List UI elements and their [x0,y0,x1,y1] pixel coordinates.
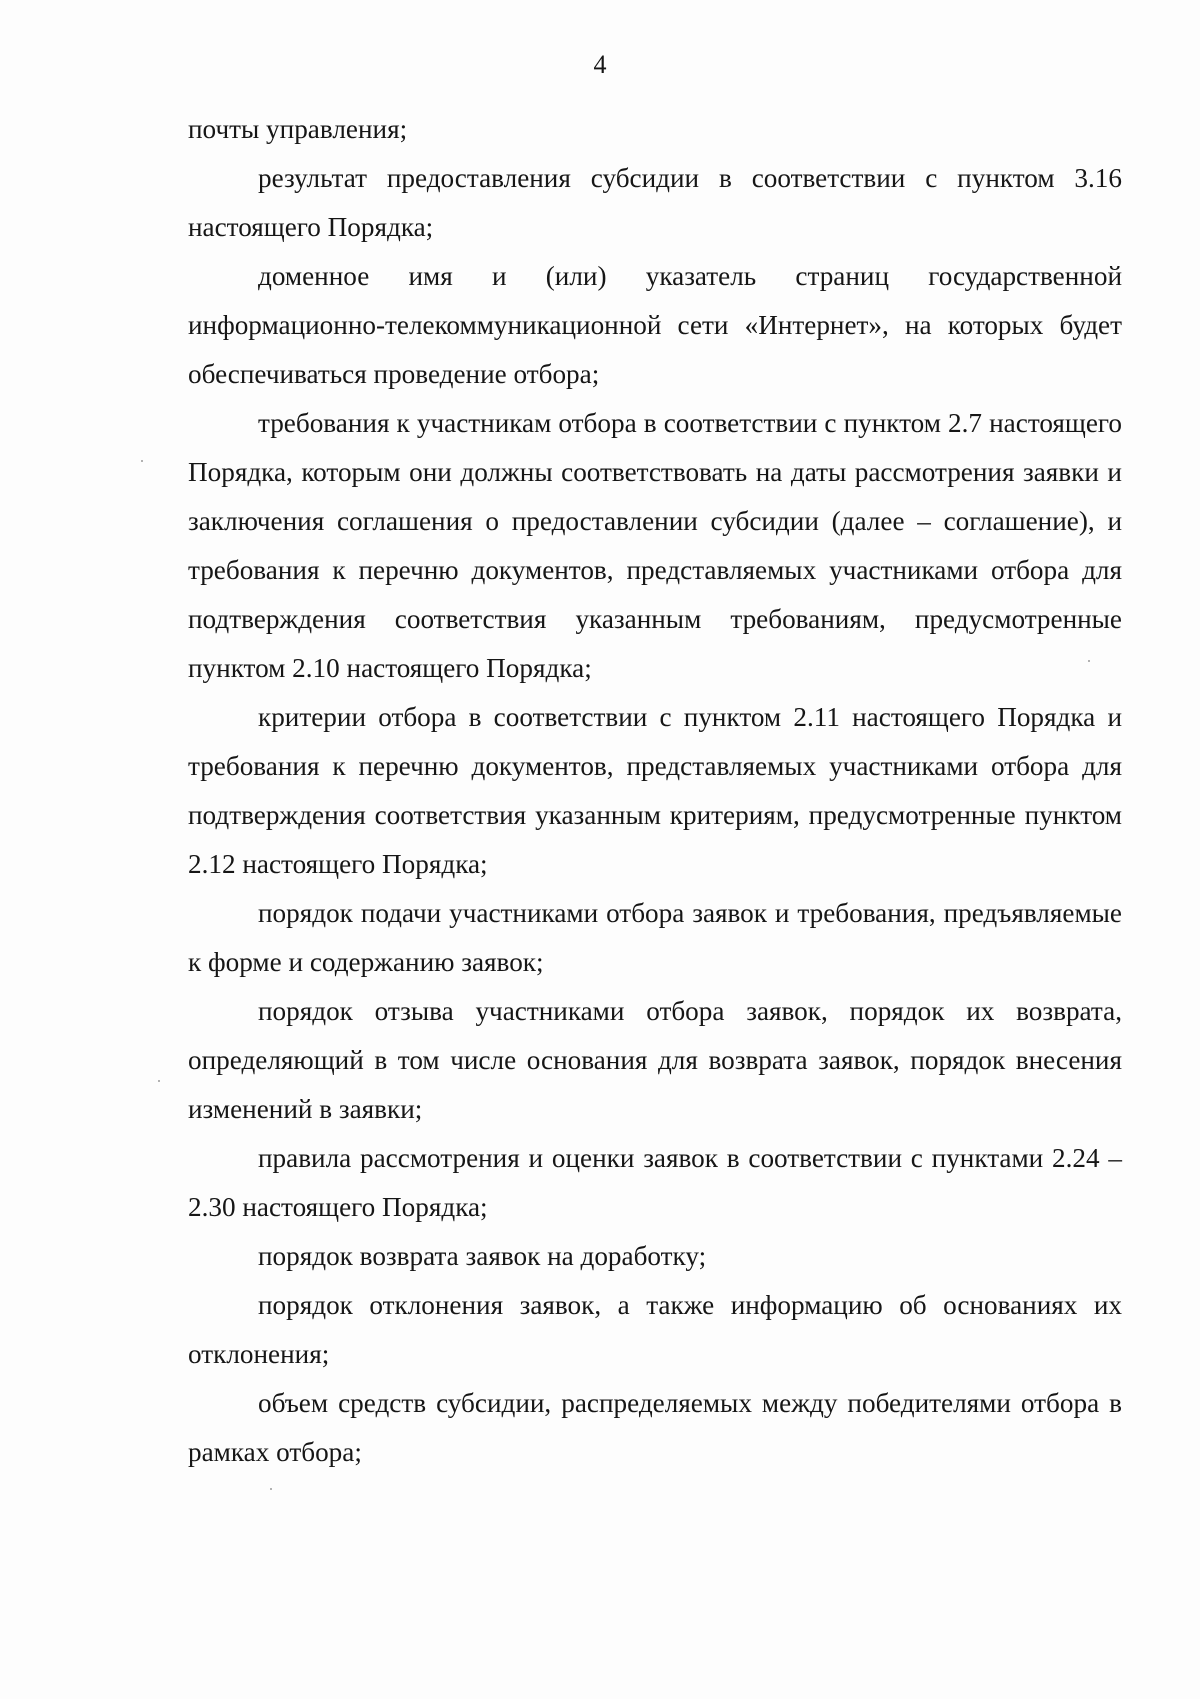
paragraph: объем средств субсидии, распределяемых между победителями отбора в рамках отбора; [188,1388,1122,1467]
paragraph: доменное имя и (или) указатель страниц государственной информационно-телекоммуникационной сети «Интернет», на которых будет обеспечиваться проведение отбора; [188,261,1122,389]
scan-speck [141,460,143,462]
paragraph: порядок возврата заявок на доработку; [258,1241,707,1271]
paragraph: почты управления; [188,114,408,144]
scan-speck [270,1488,272,1490]
scan-speck [158,1080,160,1082]
paragraph: результат предоставления субсидии в соответствии с пунктом 3.16 настоящего Порядка; [188,163,1122,242]
paragraph: правила рассмотрения и оценки заявок в соответствии с пунктами 2.24 – 2.30 настоящего Порядка; [188,1143,1122,1222]
paragraph: порядок подачи участниками отбора заявок и требования, предъявляемые к форме и содержанию заявок; [188,898,1122,977]
document-body [188,105,1122,1477]
paragraph: порядок отклонения заявок, а также информацию об основаниях их отклонения; [188,1290,1122,1369]
scan-speck [1088,660,1090,662]
paragraph: критерии отбора в соответствии с пунктом 2.11 настоящего Порядка и требования к перечню документов, представляемых участниками отбора для подтверждения соответствия указанным критериям, предусмотренные пунктом 2.12 настоящего Порядка; [188,702,1122,879]
paragraph: требования к участникам отбора в соответствии с пунктом 2.7 настоящего Порядка, которым они должны соответствовать на даты рассмотрения заявки и заключения соглашения о предоставлении субсидии (далее – соглашение), и требования к перечню документов, представляемых участниками отбора для подтверждения соответствия указанным требованиям, предусмотренные пунктом 2.10 настоящего Порядка; [188,408,1122,683]
page-number: 4 [593,50,607,79]
paragraph: порядок отзыва участниками отбора заявок, порядок их возврата, определяющий в том числе основания для возврата заявок, порядок внесения изменений в заявки; [188,996,1122,1124]
